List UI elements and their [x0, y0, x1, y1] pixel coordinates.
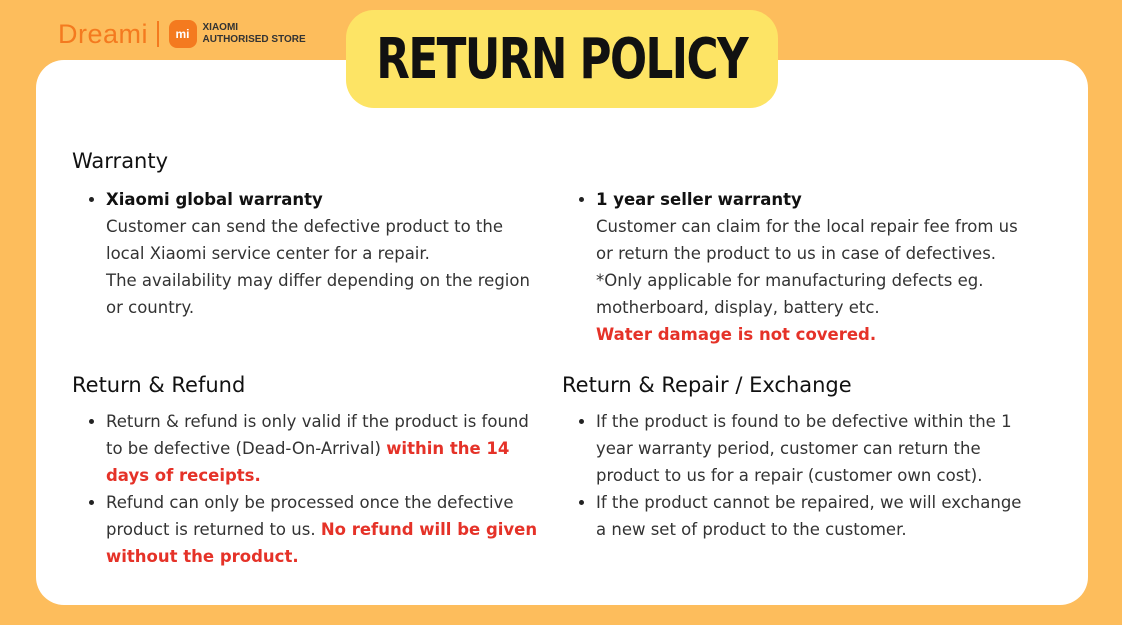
- title-banner: [346, 10, 778, 108]
- brand-line-1: XIAOMI: [202, 22, 239, 33]
- seller-warranty-desc: [562, 213, 1032, 348]
- page-title: RETURN POLICY: [376, 26, 748, 92]
- seller-warranty-list: [562, 186, 1032, 213]
- global-warranty-line-2: The availability may differ depending on the region or country.: [106, 271, 530, 317]
- dreami-logo: Dreami: [58, 18, 149, 49]
- list-item: [72, 408, 542, 489]
- return-refund-heading: Return & Refund: [72, 373, 246, 397]
- global-warranty-desc: [72, 213, 542, 321]
- brand-line-2: AUTHORISED STORE: [202, 34, 306, 45]
- warranty-heading: Warranty: [72, 149, 169, 173]
- global-warranty-label: Xiaomi global warranty: [72, 186, 542, 213]
- return-refund-list: [72, 408, 542, 570]
- return-refund-block: [72, 408, 542, 570]
- seller-warranty-label: 1 year seller warranty: [562, 186, 1032, 213]
- seller-warranty-block: [562, 186, 1032, 348]
- refund-window-highlight: within the 14 days of receipts.: [106, 439, 510, 485]
- return-repair-list: [562, 408, 1032, 543]
- return-repair-heading: Return & Repair / Exchange: [562, 373, 852, 397]
- list-item: If the product cannot be repaired, we will exchange a new set of product to the customer.: [562, 489, 1032, 543]
- list-item: If the product is found to be defective within the 1 year warranty period, customer can return the product to us for a repair (customer own cost).: [562, 408, 1032, 489]
- seller-warranty-line-1: Customer can claim for the local repair fee from us or return the product to us in case of defectives.: [596, 217, 1018, 263]
- no-refund-highlight: No refund will be given without the product.: [106, 520, 538, 566]
- brand-divider: [157, 21, 159, 47]
- xiaomi-logo-icon: mi: [169, 20, 197, 48]
- global-warranty-block: [72, 186, 542, 321]
- brand-header: [58, 18, 306, 50]
- policy-card: [36, 60, 1088, 605]
- refund-process-text: Refund can only be processed once the defective product is returned to us.: [106, 493, 514, 539]
- water-damage-notice: Water damage is not covered.: [596, 325, 877, 344]
- return-repair-block: [562, 408, 1032, 543]
- list-item: [72, 489, 542, 570]
- authorised-store-label: [203, 22, 306, 46]
- global-warranty-list: [72, 186, 542, 213]
- refund-validity-text: Return & refund is only valid if the product is found to be defective (Dead-On-Arrival): [106, 412, 529, 458]
- global-warranty-line-1: Customer can send the defective product to the local Xiaomi service center for a repair.: [106, 217, 503, 263]
- seller-warranty-line-2: *Only applicable for manufacturing defects eg. motherboard, display, battery etc.: [596, 271, 984, 317]
